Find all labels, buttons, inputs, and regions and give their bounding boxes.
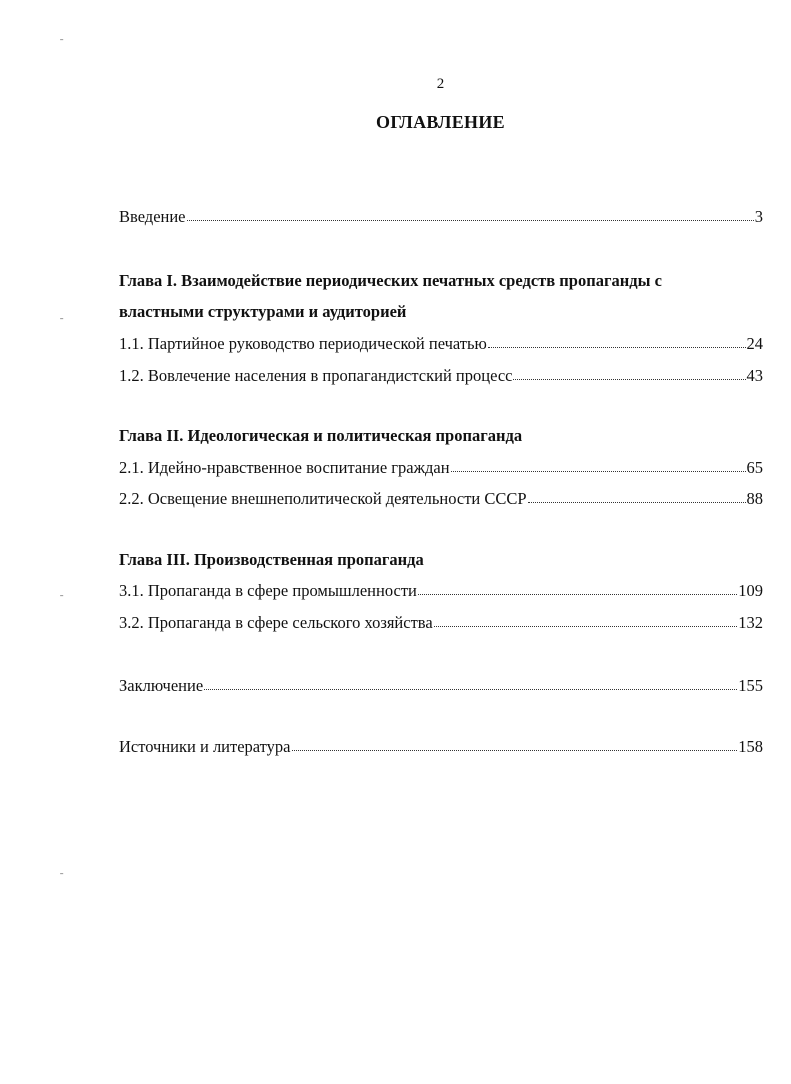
toc-entry-title: 3.2. Пропаганда в сфере сельского хозяйства xyxy=(119,613,433,632)
toc-entry[interactable] xyxy=(119,334,763,354)
toc-entry-title: 3.1. Пропаганда в сфере промышленности xyxy=(119,581,417,600)
dot-leader xyxy=(418,590,737,595)
toc-entry-page: 132 xyxy=(738,613,763,632)
chapter-heading: властными структурами и аудиторией xyxy=(119,302,407,321)
toc-entry-page: 88 xyxy=(746,489,763,508)
toc-entry[interactable] xyxy=(119,581,763,601)
dot-leader xyxy=(528,498,746,503)
dot-leader xyxy=(451,467,746,472)
scan-mark: ˗ xyxy=(60,868,64,879)
dot-leader xyxy=(187,216,754,221)
dot-leader xyxy=(434,622,738,627)
toc-entry-title: Введение xyxy=(119,207,186,226)
toc-entry-sources[interactable] xyxy=(119,737,763,757)
toc-entry-page: 43 xyxy=(746,366,763,385)
page-number: 2 xyxy=(436,76,445,92)
toc-entry-conclusion[interactable] xyxy=(119,676,763,696)
toc-entry-page: 24 xyxy=(746,334,763,353)
toc-entry[interactable] xyxy=(119,458,763,478)
toc-entry-page: 3 xyxy=(754,207,763,226)
toc-entry-title: 2.1. Идейно-нравственное воспитание граждан xyxy=(119,458,450,477)
toc-entry-page: 155 xyxy=(738,676,763,695)
toc-entry[interactable] xyxy=(119,366,763,386)
chapter-heading: Глава I. Взаимодействие периодических печатных средств пропаганды с xyxy=(119,271,662,290)
toc-entry-page: 109 xyxy=(738,581,763,600)
dot-leader xyxy=(204,685,737,690)
toc-entry-title: Заключение xyxy=(119,676,204,695)
toc-entry-title: Источники и литература xyxy=(119,737,291,756)
scan-mark: ˗ xyxy=(60,590,64,601)
dot-leader xyxy=(292,746,738,751)
page-title: ОГЛАВЛЕНИЕ xyxy=(376,112,505,132)
toc-entry-intro[interactable] xyxy=(119,207,763,227)
dot-leader xyxy=(488,343,746,348)
scan-mark: ˗ xyxy=(60,313,64,324)
chapter-heading: Глава II. Идеологическая и политическая пропаганда xyxy=(119,426,523,445)
toc-entry-page: 158 xyxy=(738,737,763,756)
toc-entry[interactable] xyxy=(119,489,763,509)
dot-leader xyxy=(513,375,745,380)
toc-entry[interactable] xyxy=(119,613,763,633)
chapter-heading: Глава III. Производственная пропаганда xyxy=(119,550,424,569)
toc-entry-title: 2.2. Освещение внешнеполитической деятельности СССР xyxy=(119,489,527,508)
toc-entry-title: 1.2. Вовлечение населения в пропагандистский процесс xyxy=(119,366,513,385)
scan-mark: ˗ xyxy=(60,34,64,45)
toc-entry-page: 65 xyxy=(746,458,763,477)
toc-entry-title: 1.1. Партийное руководство периодической печатью xyxy=(119,334,487,353)
